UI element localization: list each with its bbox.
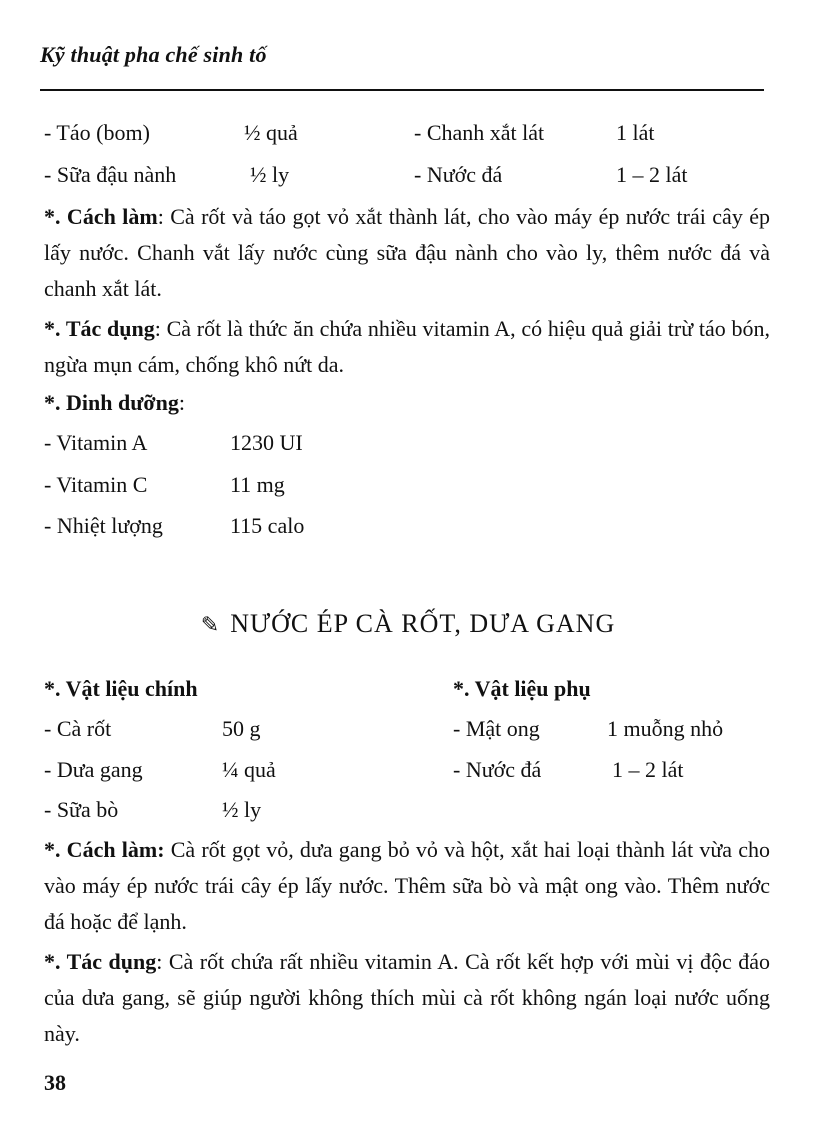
- recipe-title: [0, 609, 816, 639]
- effect-paragraph: [44, 944, 770, 1052]
- method-label: *. Cách làm: [44, 204, 158, 229]
- method-paragraph: [44, 832, 770, 940]
- effect-paragraph: [44, 311, 770, 383]
- ingredient-qty: ½ ly: [222, 797, 262, 822]
- nutrition-name: - Vitamin A: [44, 430, 148, 455]
- ingredient-qty: 1 muỗng nhỏ: [607, 716, 724, 741]
- method-label: *. Cách làm:: [44, 837, 165, 862]
- nutrition-name: - Vitamin C: [44, 472, 148, 497]
- ingredient-qty: ½ quả: [244, 120, 298, 145]
- nutrition-value: 11 mg: [230, 472, 285, 497]
- ingredient-name: - Chanh xắt lát: [414, 120, 545, 145]
- ingredient-name: - Dưa gang: [44, 757, 143, 782]
- recipe-title-text: NƯỚC ÉP CÀ RỐT, DƯA GANG: [230, 609, 616, 638]
- effect-label: *. Tác dụng: [44, 316, 155, 341]
- method-text: : Cà rốt và táo gọt vỏ xắt thành lát, cho vào máy ép nước trái cây ép lấy nước. Chanh vắt lấy nước cùng sữa đậu nành cho vào ly, thêm nước đá và chanh xắt lát.: [44, 204, 771, 301]
- method-paragraph: [44, 199, 770, 307]
- ingredient-qty: 50 g: [222, 716, 261, 741]
- ingredient-name: - Cà rốt: [44, 716, 112, 741]
- page-number: 38: [44, 1070, 66, 1095]
- running-header-title: Kỹ thuật pha chế sinh tố: [40, 42, 267, 67]
- nutrition-value: 115 calo: [230, 513, 305, 538]
- ingredient-name: - Sữa bò: [44, 797, 119, 822]
- ingredient-name: - Nước đá: [453, 757, 542, 782]
- ingredient-qty: ¼ quả: [222, 757, 276, 782]
- ingredient-qty: 1 lát: [616, 120, 655, 145]
- pencil-icon: ✎: [200, 612, 221, 637]
- main-materials-label: *. Vật liệu chính: [44, 676, 198, 701]
- ingredient-qty: 1 – 2 lát: [612, 757, 684, 782]
- nutrition-colon: :: [178, 390, 185, 415]
- ingredient-name: - Mật ong: [453, 716, 540, 741]
- ingredient-name: - Nước đá: [414, 162, 503, 187]
- ingredient-name: - Sữa đậu nành: [44, 162, 177, 187]
- nutrition-label: *. Dinh dưỡng: [44, 390, 179, 415]
- side-materials-label: *. Vật liệu phụ: [453, 676, 591, 701]
- ingredient-qty: 1 – 2 lát: [616, 162, 688, 187]
- effect-text: : Cà rốt chứa rất nhiều vitamin A. Cà rốt kết hợp với mùi vị độc đáo của dưa gang, sẽ giúp người không thích mùi cà rốt không ngán loại nước uống này.: [44, 949, 770, 1046]
- effect-text: : Cà rốt là thức ăn chứa nhiều vitamin A, có hiệu quả giải trừ táo bón, ngừa mụn cám, chống khô nứt da.: [44, 316, 770, 377]
- effect-label: *. Tác dụng: [44, 949, 157, 974]
- nutrition-name: - Nhiệt lượng: [44, 513, 163, 538]
- nutrition-value: 1230 UI: [230, 430, 303, 455]
- nutrition-heading: [44, 390, 185, 416]
- method-text: Cà rốt gọt vỏ, dưa gang bỏ vỏ và hột, xắt hai loại thành lát vừa cho vào máy ép nước trái cây ép lấy nước. Thêm sữa bò và mật ong vào. Thêm nước đá hoặc để lạnh.: [44, 837, 771, 934]
- ingredient-qty: ½ ly: [250, 162, 290, 187]
- header-rule: [40, 89, 764, 91]
- ingredient-name: - Táo (bom): [44, 120, 150, 145]
